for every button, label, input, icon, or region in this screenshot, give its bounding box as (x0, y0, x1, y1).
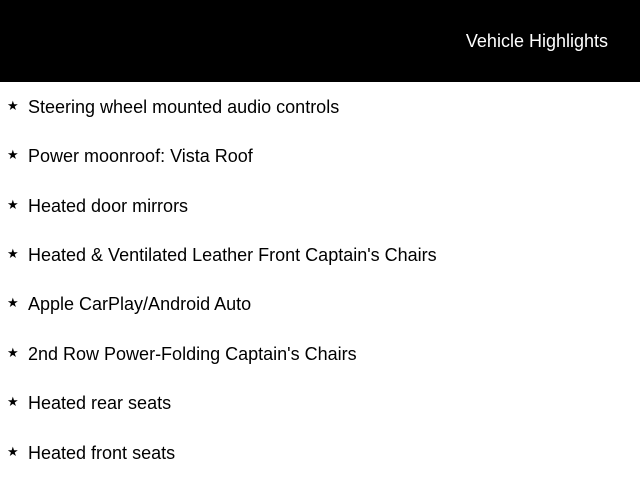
list-item (0, 391, 640, 415)
list-item (0, 144, 640, 168)
list-item (0, 95, 640, 119)
list-item-label: Apple CarPlay/Android Auto (28, 294, 252, 314)
list-item-label: Heated door mirrors (28, 196, 189, 216)
star-icon: ★ (7, 345, 19, 360)
star-icon: ★ (7, 295, 19, 310)
list-item (0, 243, 640, 267)
list-item (0, 441, 640, 465)
star-icon: ★ (7, 98, 19, 113)
list-item-label: 2nd Row Power-Folding Captain's Chairs (28, 344, 357, 364)
star-icon: ★ (7, 147, 19, 162)
star-icon: ★ (7, 394, 19, 409)
list-item-label: Heated rear seats (28, 393, 172, 413)
list-item-label: Heated & Ventilated Leather Front Captain's Chairs (28, 245, 437, 265)
header-title: Vehicle Highlights (465, 31, 608, 51)
star-icon: ★ (7, 197, 19, 212)
star-icon: ★ (7, 444, 19, 459)
list-item-label: Power moonroof: Vista Roof (28, 146, 253, 166)
list-item-label: Steering wheel mounted audio controls (28, 97, 340, 117)
list-item-label: Heated front seats (28, 443, 176, 463)
list-item (0, 342, 640, 366)
list-item (0, 194, 640, 218)
star-icon: ★ (7, 246, 19, 261)
highlights-header (0, 0, 640, 82)
list-item (0, 292, 640, 316)
